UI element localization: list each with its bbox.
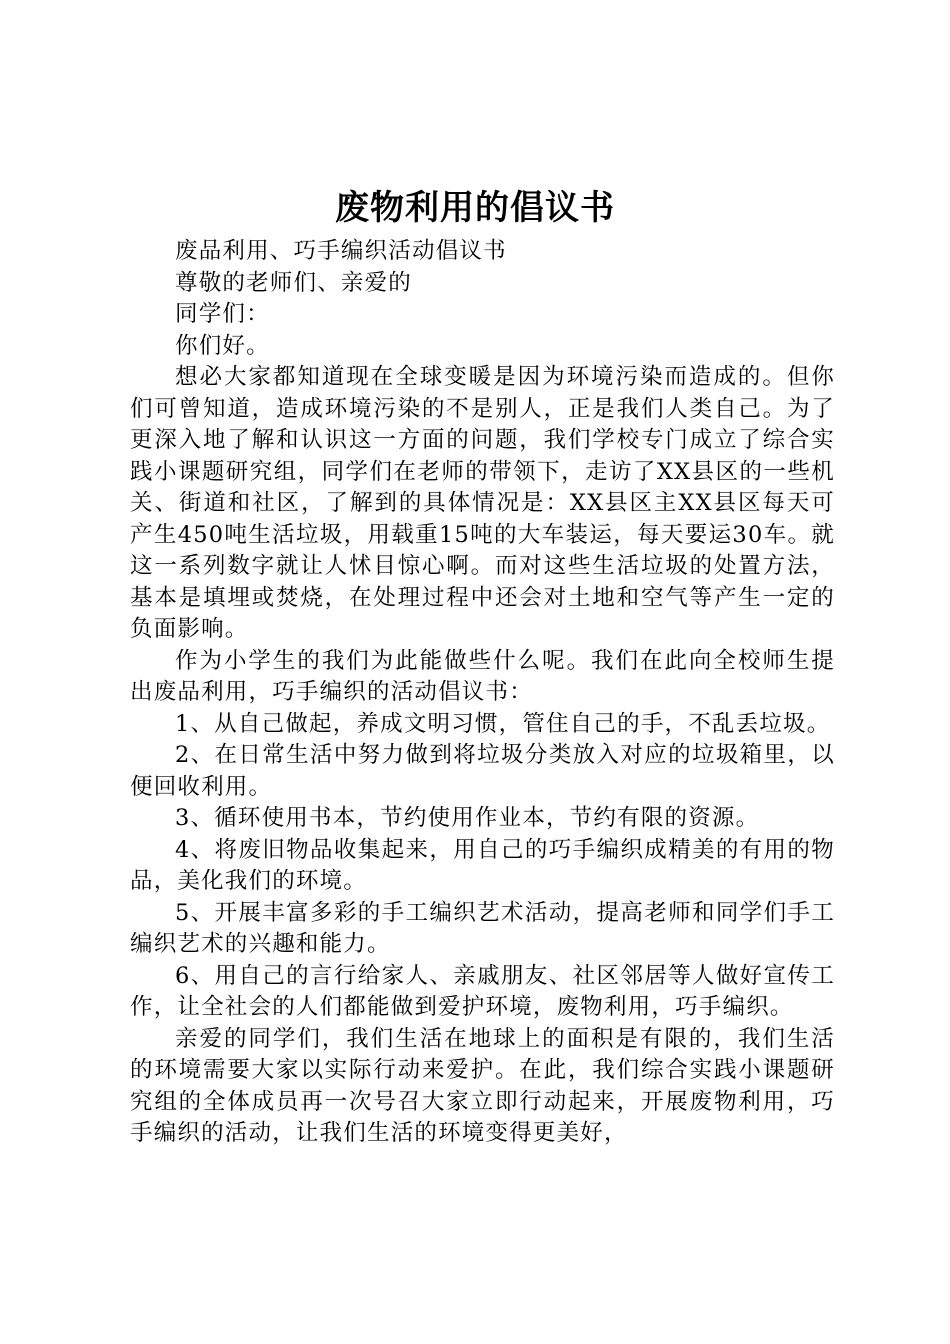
salutation-line-1: 尊敬的老师们、亲爱的 [175, 269, 413, 296]
greeting: 你们好。 [175, 332, 270, 359]
list-item: 5、开展丰富多彩的手工编织艺术活动，提高老师和同学们手工编织艺术的兴趣和能力。 [130, 899, 835, 957]
list-item: 6、用自己的言行给家人、亲戚朋友、社区邻居等人做好宣传工作，让全社会的人们都能做到爱护环境，废物利用，巧手编织。 [130, 962, 835, 1020]
list-item: 2、在日常生活中努力做到将垃圾分类放入对应的垃圾箱里，以便回收利用。 [130, 742, 835, 800]
list-item: 4、将废旧物品收集起来，用自己的巧手编织成精美的有用的物品，美化我们的环境。 [130, 836, 835, 894]
paragraph-intro: 想必大家都知道现在全球变暖是因为环境污染而造成的。但你们可曾知道，造成环境污染的不是别人，正是我们人类自己。为了更深入地了解和认识这一方面的问题，我们学校专门成立了综合实践小课题研究组，同学们在老师的带领下，走访了XX县区的一些机关、街道和社区，了解到的具体情况是：XX县区主XX县区每天可产生450吨生活垃圾，用载重15吨的大车装运，每天要运30车。就这一系列数字就让人怵目惊心啊。而对这些生活垃圾的处置方法，基本是填埋或焚烧，在处理过程中还会对土地和空气等产生一定的负面影响。 [130, 364, 835, 642]
document-body [130, 236, 835, 1150]
salutation-line-2: 同学们： [175, 301, 270, 327]
list-item: 3、循环使用书本，节约使用作业本，节约有限的资源。 [175, 805, 760, 831]
document-title: 废物利用的倡议书 [335, 188, 615, 228]
document-subtitle: 废品利用、巧手编织活动倡议书 [175, 238, 507, 264]
paragraph-proposal: 作为小学生的我们为此能做些什么呢。我们在此向全校师生提出废品利用，巧手编织的活动倡议书： [130, 647, 835, 705]
list-item: 1、从自己做起，养成文明习惯，管住自己的手，不乱丢垃圾。 [175, 710, 831, 737]
paragraph-closing: 亲爱的同学们，我们生活在地球上的面积是有限的，我们生活的环境需要大家以实际行动来爱护。在此，我们综合实践小课题研究组的全体成员再一次号召大家立即行动起来，开展废物利用，巧手编织的活动，让我们生活的环境变得更美好， [130, 1025, 835, 1146]
